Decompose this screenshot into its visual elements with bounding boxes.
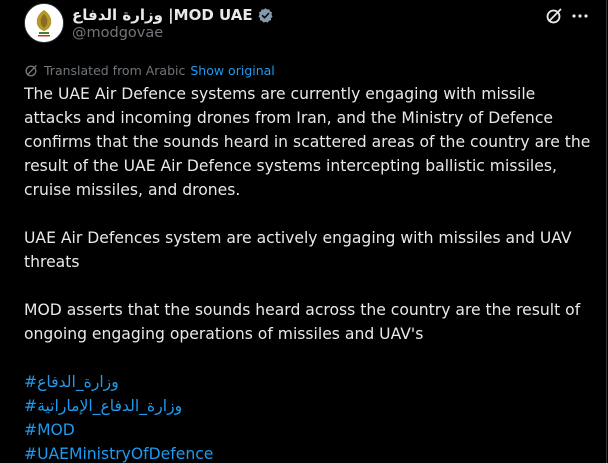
post-paragraph: The UAE Air Defence systems are currently engaging with missile attacks and incoming drones from Iran, and the Ministry of Defence confirms that the sounds heard in scattered areas of the country are the result of the UAE Air Defence systems intercepting ballistic missiles, cruise missiles, and drones. (24, 85, 591, 199)
avatar[interactable] (24, 3, 64, 43)
hashtag-link[interactable]: #وزارة_الدفاع_الإماراتية (24, 397, 183, 415)
post-text (24, 82, 594, 463)
post-paragraph: MOD asserts that the sounds heard across the country are the result of ongoing engaging operations of missiles and UAV's (24, 301, 581, 343)
post-paragraph: UAE Air Defences system are actively engaging with missiles and UAV threats (24, 229, 572, 271)
hashtag-link[interactable]: #MOD (24, 421, 75, 439)
grok-icon[interactable] (544, 6, 564, 26)
translation-notice (24, 61, 275, 79)
translated-from-label: Translated from Arabic (44, 62, 186, 78)
hashtag-list (24, 370, 594, 463)
author-handle[interactable]: @modgovae (72, 25, 164, 41)
hashtag-link[interactable]: #وزارة_الدفاع (24, 373, 119, 391)
author-name-row (72, 5, 274, 25)
verified-badge-icon (257, 7, 274, 24)
translate-icon (24, 63, 39, 78)
show-original-link[interactable]: Show original (190, 62, 275, 78)
display-name[interactable]: وزارة الدفاع |MOD UAE (72, 6, 253, 24)
hashtag-link[interactable]: #UAEMinistryOfDefence (24, 445, 214, 463)
more-options-icon[interactable] (570, 6, 590, 26)
mod-emblem-icon (25, 4, 63, 42)
